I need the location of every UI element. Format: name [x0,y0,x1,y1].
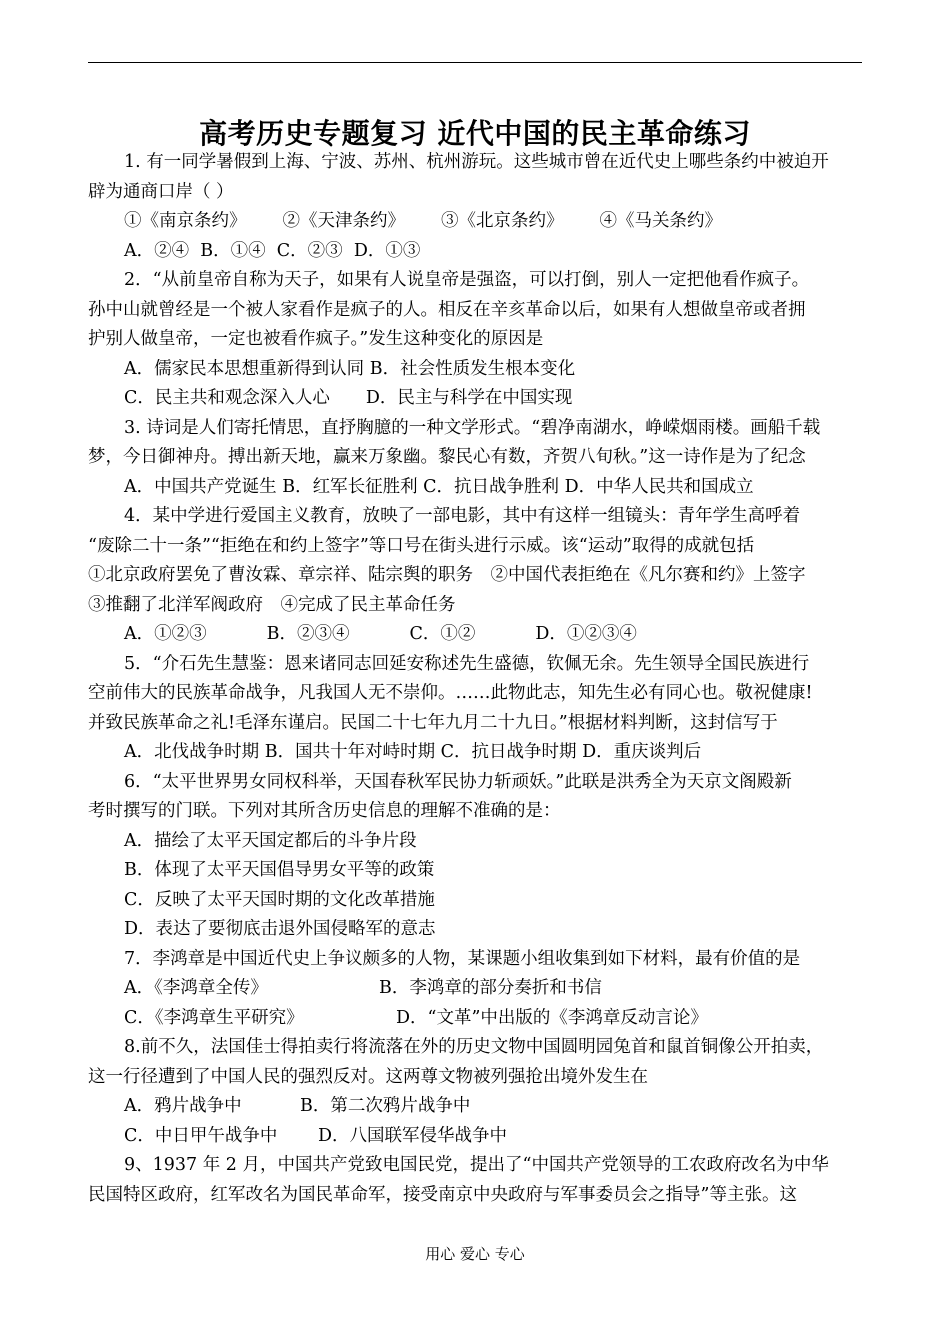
question-2-option-a: A．儒家民本思想重新得到认同 [124,358,365,379]
question-7-option-d: D．“文革”中出版的《李鸿章反动言论》 [396,1007,708,1028]
question-1-options [88,237,862,267]
question-4-stem-line-2: “废除二十一条”“拒绝在和约上签字”等口号在街头进行示威。该“运动”取得的成就包括 [88,535,755,556]
question-5-stem-line-2: 空前伟大的民族革命战争，凡我国人无不崇仰。……此物此志，知先生必有同心也。敬祝健康! [88,683,813,703]
question-9-stem-line-1: 9、1937 年 2 月，中国共产党致电国民党，提出了“中国共产党领导的工农政府改名为中华 [124,1155,829,1175]
page-title: 高考历史专题复习 近代中国的民主革命练习 [199,117,751,150]
question-5-stem-line-1: 5．“介石先生慧鉴：恩来诸同志回延安称述先生盛德，钦佩无余。先生领导全国民族进行 [124,653,810,674]
question-3-stem-line-1: 3. 诗词是人们寄托情思，直抒胸臆的一种文学形式。“碧净南湖水，峥嵘烟雨楼。画船千载 [124,417,821,438]
question-8-option-a: A．鸦片战争中 [124,1096,242,1116]
question-5-option-d: D．重庆谈判后 [582,742,702,762]
page-footer: 用心 爱心 专心 [425,1245,525,1263]
question-2-stem-line-2: 孙中山就曾经是一个被人家看作是疯子的人。相反在辛亥革命以后，如果有人想做皇帝或者拥 [88,299,806,320]
question-7-option-c: C．《李鸿章生平研究》 [124,1007,304,1028]
question-1-items [88,207,862,237]
question-7-stem-line-1: 7．李鸿章是中国近代史上争议颇多的人物，某课题小组收集到如下材料，最有价值的是 [124,948,801,969]
question-5-option-a: A．北伐战争时期 [124,742,260,762]
question-1-item-1: ①《南京条约》 [124,211,247,231]
question-4-stem-line-3: ①北京政府罢免了曹汝霖、章宗祥、陆宗舆的职务 ②中国代表拒绝在《凡尔赛和约》上签字 [88,565,806,585]
question-3-stem-line-2: 梦，今日御神舟。搏出新天地，赢来万象幽。黎民心有数，齐贺八旬秋。”这一诗作是为了纪念 [88,447,806,467]
question-3-option-d: D．中华人民共和国成立 [564,476,754,497]
question-8-option-d: D．八国联军侵华战争中 [318,1125,508,1146]
question-5-options [88,738,862,768]
question-7-options-row-2 [88,1004,862,1034]
question-6-option-c: C．反映了太平天国时期的文化改革措施 [124,889,435,910]
question-1-item-2: ②《天津条约》 [282,211,405,231]
question-1-stem-line-1: 1. 有一同学暑假到上海、宁波、苏州、杭州游玩。这些城市曾在近代史上哪些条约中被迫开 [124,152,829,172]
question-2-option-d: D．民主与科学在中国实现 [365,388,573,408]
question-3-options [88,473,862,503]
question-2-option-c: C．民主共和观念深入人心 [124,388,330,408]
question-6-stem-line-1: 6．“太平世界男女同权科举，天国春秋军民协力斩顽妖。”此联是洪秀全为天京文阁殿新 [124,771,792,792]
question-4-option-c: C．①② [409,624,476,644]
question-4-option-a: A．①②③ [124,624,207,644]
question-6-option-a: A．描绘了太平天国定都后的斗争片段 [124,830,417,851]
question-list [88,148,862,1210]
question-8-option-b: B．第二次鸦片战争中 [300,1096,471,1116]
question-1-item-3: ③《北京条约》 [441,211,564,231]
question-1-item-4: ④《马关条约》 [599,211,722,231]
question-2-stem-line-3: 护别人做皇帝，一定也被看作疯子。”发生这种变化的原因是 [88,329,544,349]
question-1-option-d: D．①③ [353,240,421,261]
question-3-option-b: B．红军长征胜利 [282,476,418,497]
question-1-option-b: B．①④ [200,240,266,261]
question-7-option-a: A．《李鸿章全传》 [124,978,268,998]
question-8-options-row-1 [88,1092,862,1122]
question-4-option-d: D．①②③④ [535,624,637,644]
question-4-stem-line-4: ③推翻了北洋军阀政府 ④完成了民主革命任务 [88,594,456,615]
question-8-stem-line-1: 8.前不久，法国佳士得拍卖行将流落在外的历史文物中国圆明园兔首和鼠首铜像公开拍卖， [124,1037,824,1057]
question-6-option-b: B．体现了太平天国倡导男女平等的政策 [124,860,435,880]
question-6-option-d: D．表达了要彻底击退外国侵略军的意志 [124,919,436,939]
question-3-option-a: A．中国共产党诞生 [124,476,277,497]
question-4-stem-line-1: 4．某中学进行爱国主义教育，放映了一部电影，其中有这样一组镜头：青年学生高呼着 [124,506,801,526]
question-2-option-b: B．社会性质发生根本变化 [369,358,576,379]
question-5-option-c: C．抗日战争时期 [440,742,577,762]
question-6-stem-line-2: 考时撰写的门联。下列对其所含历史信息的理解不准确的是： [88,801,561,821]
question-1-option-a: A．②④ [124,240,190,261]
question-2-stem-line-1: 2．“从前皇帝自称为天子，如果有人说皇帝是强盗，可以打倒，别人一定把他看作疯子。 [124,270,810,290]
question-8-stem-line-2: 这一行径遭到了中国人民的强烈反对。这两尊文物被列强抢出境外发生在 [88,1066,648,1087]
question-7-options-row-1 [88,974,862,1004]
header-rule [88,62,862,63]
question-8-option-c: C．中日甲午战争中 [124,1125,278,1146]
question-9-stem-line-2: 民国特区政府，红军改名为国民革命军，接受南京中央政府与军事委员会之指导”等主张。这 [88,1184,797,1205]
question-2-options-row-1 [88,355,862,385]
question-4-options [88,620,862,650]
question-4-option-b: B．②③④ [266,624,350,644]
question-2-options-row-2 [88,384,862,414]
question-3-option-c: C．抗日战争胜利 [423,476,560,497]
question-1-option-c: C．②③ [276,240,343,261]
question-8-options-row-2 [88,1122,862,1152]
question-7-option-b: B．李鸿章的部分奏折和书信 [379,978,602,998]
question-5-option-b: B．国共十年对峙时期 [264,742,436,762]
question-1-stem-line-2: 辟为通商口岸（ ） [88,181,234,202]
question-5-stem-line-3: 并致民族革命之礼!毛泽东谨启。民国二十七年九月二十九日。”根据材料判断，这封信写于 [88,712,778,733]
